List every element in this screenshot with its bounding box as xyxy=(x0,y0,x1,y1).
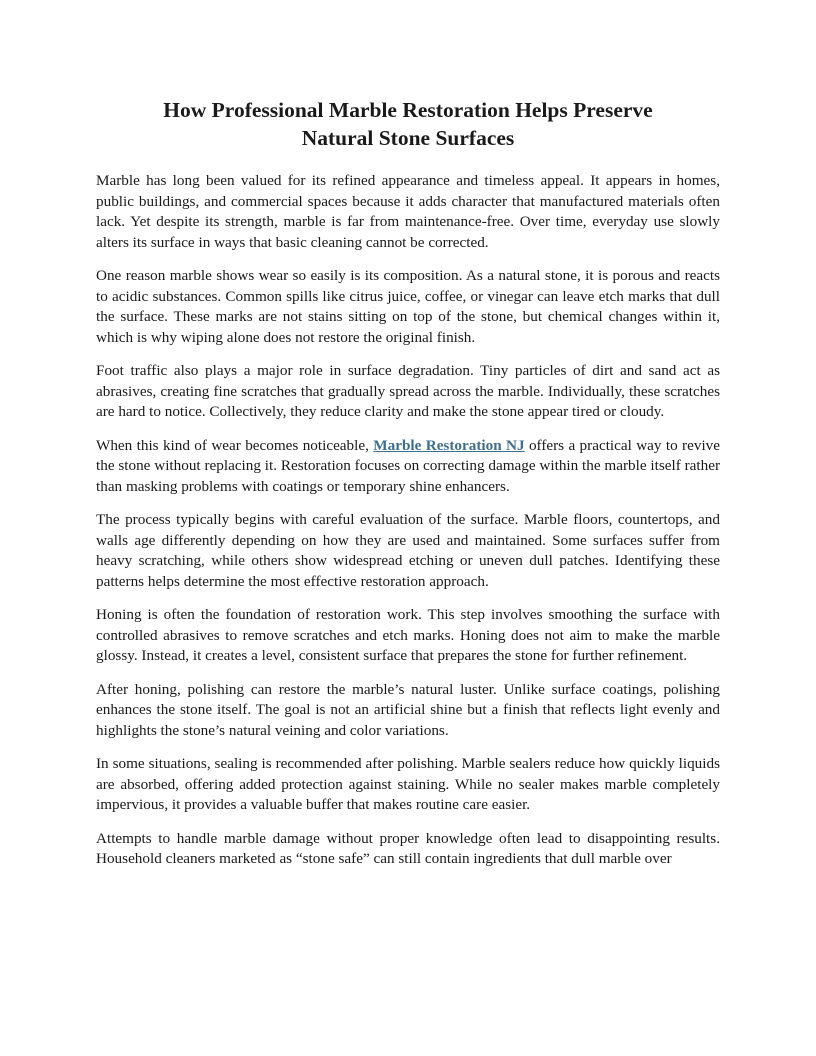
paragraph-intro: Marble has long been valued for its refined appearance and timeless appeal. It appears in homes, public buildings, and commercial spaces because it adds character that manufactured materials often lack. Yet despite its strength, marble is far from maintenance-free. Over time, everyday use slowly alters its surface in ways that basic cleaning cannot be corrected. xyxy=(96,172,720,251)
marble-restoration-nj-link[interactable]: Marble Restoration NJ xyxy=(373,436,525,454)
document-page xyxy=(96,96,720,883)
title-line-1: How Professional Marble Restoration Helps Preserve xyxy=(163,98,653,122)
paragraph-diy-attempts: Attempts to handle marble damage without proper knowledge often lead to disappointing results. Household cleaners marketed as “stone safe” can still contain ingredients that dull marble over xyxy=(96,829,720,867)
paragraph-honing: Honing is often the foundation of restoration work. This step involves smoothing the surface with controlled abrasives to remove scratches and etch marks. Honing does not aim to make the marble glossy. Instead, it creates a level, consistent surface that prepares the stone for further refinement. xyxy=(96,606,720,664)
paragraph-text: When this kind of wear becomes noticeable, xyxy=(96,436,374,454)
paragraph-foot-traffic: Foot traffic also plays a major role in surface degradation. Tiny particles of dirt and sand act as abrasives, creating fine scratches that gradually spread across the marble. Individually, these scratches are hard to notice. Collectively, they reduce clarity and make the stone appear tired or cloudy. xyxy=(96,362,720,420)
title-line-2: Natural Stone Surfaces xyxy=(301,126,515,150)
paragraph-evaluation: The process typically begins with careful evaluation of the surface. Marble floors, countertops, and walls age differently depending on how they are used and maintained. Some surfaces suffer from heavy scratching, while others show widespread etching or uneven dull patches. Identifying these patterns helps determine the most effective restoration approach. xyxy=(96,511,720,590)
paragraph-sealing: In some situations, sealing is recommended after polishing. Marble sealers reduce how quickly liquids are absorbed, offering added protection against staining. While no sealer makes marble completely impervious, it provides a valuable buffer that makes routine care easier. xyxy=(96,755,720,813)
paragraph-polishing: After honing, polishing can restore the marble’s natural luster. Unlike surface coatings, polishing enhances the stone itself. The goal is not an artificial shine but a finish that reflects light evenly and highlights the stone’s natural veining and color variations. xyxy=(96,680,720,739)
paragraph-text: offers a practical way to revive the stone without replacing it. Restoration focuses on correcting damage within the marble itself rather than masking problems with coatings or temporary shine enhancers. xyxy=(96,436,720,495)
article-title xyxy=(96,96,720,152)
paragraph-composition: One reason marble shows wear so easily is its composition. As a natural stone, it is porous and reacts to acidic substances. Common spills like citrus juice, coffee, or vinegar can leave etch marks that dull the surface. These marks are not stains sitting on top of the stone, but chemical changes within it, which is why wiping alone does not restore the original finish. xyxy=(96,267,720,346)
paragraph-restoration-link xyxy=(96,436,720,498)
